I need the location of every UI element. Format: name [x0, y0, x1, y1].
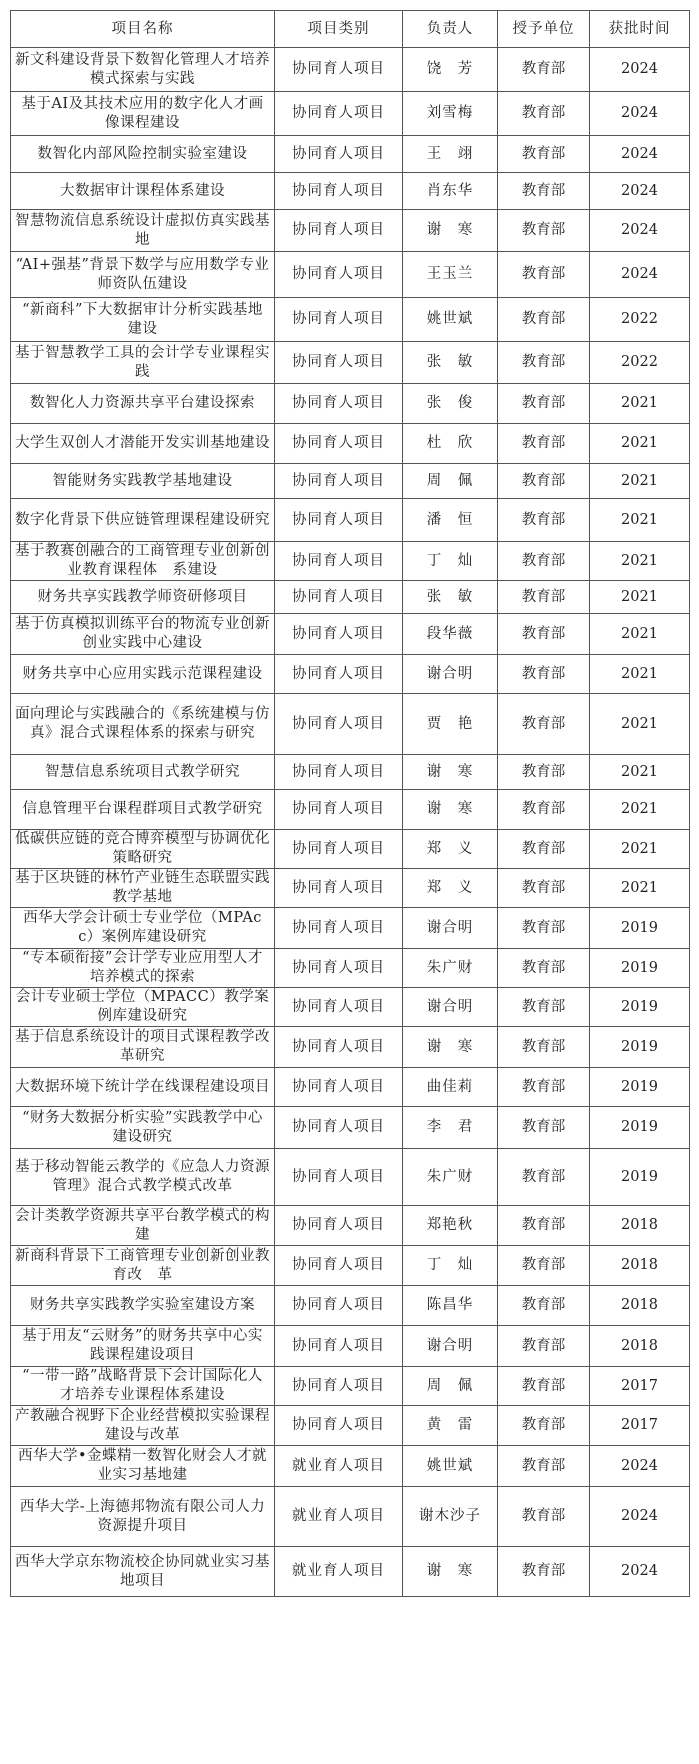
approval-year-cell: 2024: [590, 136, 690, 173]
project-name-cell: 智能财务实践教学基地建设: [11, 464, 275, 499]
table-row: [11, 1547, 690, 1597]
project-name-cell: 新文科建设背景下数智化管理人才培养模式探索与实践: [11, 48, 275, 92]
project-name-cell: 财务共享实践教学师资研修项目: [11, 581, 275, 614]
project-category-cell: 就业育人项目: [275, 1547, 403, 1597]
table-header-row: [11, 11, 690, 48]
approval-year-cell: 2018: [590, 1246, 690, 1286]
granting-unit-cell: 教育部: [498, 92, 590, 136]
project-category-cell: 协同育人项目: [275, 830, 403, 869]
header-project-category: 项目类别: [275, 11, 403, 48]
granting-unit-cell: 教育部: [498, 694, 590, 755]
granting-unit-cell: 教育部: [498, 1547, 590, 1597]
person-in-charge-cell: 郑 义: [403, 869, 498, 908]
granting-unit-cell: 教育部: [498, 542, 590, 581]
project-category-cell: 就业育人项目: [275, 1446, 403, 1487]
project-category-cell: 协同育人项目: [275, 869, 403, 908]
table-row: [11, 136, 690, 173]
granting-unit-cell: 教育部: [498, 1027, 590, 1068]
project-category-cell: 协同育人项目: [275, 1206, 403, 1246]
project-category-cell: 协同育人项目: [275, 298, 403, 342]
granting-unit-cell: 教育部: [498, 1068, 590, 1107]
approval-year-cell: 2021: [590, 755, 690, 790]
project-category-cell: 协同育人项目: [275, 1068, 403, 1107]
project-name-cell: “新商科”下大数据审计分析实践基地建设: [11, 298, 275, 342]
granting-unit-cell: 教育部: [498, 384, 590, 424]
project-name-cell: “专本硕衔接”会计学专业应用型人才培养模式的探索: [11, 949, 275, 988]
granting-unit-cell: 教育部: [498, 464, 590, 499]
project-category-cell: 协同育人项目: [275, 342, 403, 384]
project-category-cell: 协同育人项目: [275, 614, 403, 655]
approval-year-cell: 2024: [590, 92, 690, 136]
project-name-cell: 基于区块链的林竹产业链生态联盟实践教学基地: [11, 869, 275, 908]
person-in-charge-cell: 丁 灿: [403, 1246, 498, 1286]
person-in-charge-cell: 杜 欣: [403, 424, 498, 464]
project-category-cell: 协同育人项目: [275, 92, 403, 136]
project-category-cell: 协同育人项目: [275, 48, 403, 92]
person-in-charge-cell: 段华薇: [403, 614, 498, 655]
person-in-charge-cell: 姚世斌: [403, 1446, 498, 1487]
granting-unit-cell: 教育部: [498, 830, 590, 869]
person-in-charge-cell: 朱广财: [403, 949, 498, 988]
table-row: [11, 1027, 690, 1068]
approval-year-cell: 2019: [590, 949, 690, 988]
table-row: [11, 755, 690, 790]
project-name-cell: 数字化背景下供应链管理课程建设研究: [11, 499, 275, 542]
approval-year-cell: 2019: [590, 908, 690, 949]
person-in-charge-cell: 谢 寒: [403, 790, 498, 830]
table-row: [11, 1206, 690, 1246]
project-category-cell: 协同育人项目: [275, 499, 403, 542]
project-name-cell: 西华大学•金蝶精一数智化财会人才就业实习基地建: [11, 1446, 275, 1487]
person-in-charge-cell: 刘雪梅: [403, 92, 498, 136]
project-name-cell: 产教融合视野下企业经营模拟实验课程建设与改革: [11, 1406, 275, 1446]
table-row: [11, 1286, 690, 1326]
project-category-cell: 协同育人项目: [275, 949, 403, 988]
project-name-cell: 财务共享实践教学实验室建设方案: [11, 1286, 275, 1326]
approval-year-cell: 2021: [590, 869, 690, 908]
approval-year-cell: 2019: [590, 1027, 690, 1068]
person-in-charge-cell: 姚世斌: [403, 298, 498, 342]
project-name-cell: 信息管理平台课程群项目式教学研究: [11, 790, 275, 830]
project-category-cell: 协同育人项目: [275, 581, 403, 614]
project-category-cell: 协同育人项目: [275, 988, 403, 1027]
approval-year-cell: 2022: [590, 298, 690, 342]
approval-year-cell: 2024: [590, 1446, 690, 1487]
table-row: [11, 830, 690, 869]
person-in-charge-cell: 肖东华: [403, 173, 498, 210]
approval-year-cell: 2018: [590, 1206, 690, 1246]
table-row: [11, 1068, 690, 1107]
project-category-cell: 协同育人项目: [275, 1027, 403, 1068]
approval-year-cell: 2022: [590, 342, 690, 384]
project-name-cell: 面向理论与实践融合的《系统建模与仿真》混合式课程体系的探索与研究: [11, 694, 275, 755]
person-in-charge-cell: 谢合明: [403, 908, 498, 949]
table-body: [11, 48, 690, 1597]
person-in-charge-cell: 郑艳秋: [403, 1206, 498, 1246]
person-in-charge-cell: 王 翊: [403, 136, 498, 173]
project-name-cell: 新商科背景下工商管理专业创新创业教育改 革: [11, 1246, 275, 1286]
project-name-cell: “AI+强基”背景下数学与应用数学专业师资队伍建设: [11, 252, 275, 298]
person-in-charge-cell: 谢 寒: [403, 755, 498, 790]
table-row: [11, 1406, 690, 1446]
person-in-charge-cell: 丁 灿: [403, 542, 498, 581]
approval-year-cell: 2017: [590, 1367, 690, 1406]
granting-unit-cell: 教育部: [498, 908, 590, 949]
table-row: [11, 542, 690, 581]
table-row: [11, 464, 690, 499]
project-category-cell: 协同育人项目: [275, 1367, 403, 1406]
approval-year-cell: 2017: [590, 1406, 690, 1446]
project-category-cell: 协同育人项目: [275, 1286, 403, 1326]
granting-unit-cell: 教育部: [498, 1446, 590, 1487]
person-in-charge-cell: 李 君: [403, 1107, 498, 1149]
project-category-cell: 就业育人项目: [275, 1487, 403, 1547]
project-category-cell: 协同育人项目: [275, 1246, 403, 1286]
project-name-cell: 智慧物流信息系统设计虚拟仿真实践基地: [11, 210, 275, 252]
approval-year-cell: 2021: [590, 694, 690, 755]
granting-unit-cell: 教育部: [498, 424, 590, 464]
granting-unit-cell: 教育部: [498, 614, 590, 655]
granting-unit-cell: 教育部: [498, 1326, 590, 1367]
person-in-charge-cell: 谢合明: [403, 1326, 498, 1367]
person-in-charge-cell: 饶 芳: [403, 48, 498, 92]
approval-year-cell: 2021: [590, 790, 690, 830]
table-row: [11, 614, 690, 655]
granting-unit-cell: 教育部: [498, 499, 590, 542]
project-name-cell: 西华大学-上海德邦物流有限公司人力资源提升项目: [11, 1487, 275, 1547]
person-in-charge-cell: 潘 恒: [403, 499, 498, 542]
approval-year-cell: 2019: [590, 1068, 690, 1107]
approval-year-cell: 2019: [590, 1107, 690, 1149]
project-name-cell: 低碳供应链的竞合博弈模型与协调优化策略研究: [11, 830, 275, 869]
granting-unit-cell: 教育部: [498, 581, 590, 614]
project-name-cell: 大学生双创人才潜能开发实训基地建设: [11, 424, 275, 464]
table-row: [11, 298, 690, 342]
project-category-cell: 协同育人项目: [275, 655, 403, 694]
approval-year-cell: 2021: [590, 830, 690, 869]
approval-year-cell: 2018: [590, 1326, 690, 1367]
granting-unit-cell: 教育部: [498, 949, 590, 988]
project-name-cell: 大数据审计课程体系建设: [11, 173, 275, 210]
person-in-charge-cell: 周 佩: [403, 464, 498, 499]
table-row: [11, 1107, 690, 1149]
person-in-charge-cell: 郑 义: [403, 830, 498, 869]
person-in-charge-cell: 谢 寒: [403, 1547, 498, 1597]
project-name-cell: 智慧信息系统项目式教学研究: [11, 755, 275, 790]
table-row: [11, 1446, 690, 1487]
project-name-cell: 西华大学会计硕士专业学位（MPAcc）案例库建设研究: [11, 908, 275, 949]
project-name-cell: 基于智慧教学工具的会计学专业课程实践: [11, 342, 275, 384]
person-in-charge-cell: 谢木沙子: [403, 1487, 498, 1547]
approval-year-cell: 2024: [590, 1547, 690, 1597]
approval-year-cell: 2021: [590, 655, 690, 694]
approval-year-cell: 2019: [590, 988, 690, 1027]
person-in-charge-cell: 谢 寒: [403, 210, 498, 252]
header-approval-year: 获批时间: [590, 11, 690, 48]
project-category-cell: 协同育人项目: [275, 1107, 403, 1149]
person-in-charge-cell: 黄 雷: [403, 1406, 498, 1446]
project-name-cell: 基于仿真模拟训练平台的物流专业创新创业实践中心建设: [11, 614, 275, 655]
header-granting-unit: 授予单位: [498, 11, 590, 48]
granting-unit-cell: 教育部: [498, 1286, 590, 1326]
project-name-cell: 基于移动智能云教学的《应急人力资源管理》混合式教学模式改革: [11, 1149, 275, 1206]
project-table: [10, 10, 690, 1597]
project-name-cell: 会计类教学资源共享平台教学模式的构建: [11, 1206, 275, 1246]
project-name-cell: 大数据环境下统计学在线课程建设项目: [11, 1068, 275, 1107]
approval-year-cell: 2024: [590, 173, 690, 210]
project-category-cell: 协同育人项目: [275, 210, 403, 252]
project-category-cell: 协同育人项目: [275, 1326, 403, 1367]
approval-year-cell: 2024: [590, 1487, 690, 1547]
header-project-name: 项目名称: [11, 11, 275, 48]
table-row: [11, 581, 690, 614]
project-name-cell: “一带一路”战略背景下会计国际化人才培养专业课程体系建设: [11, 1367, 275, 1406]
project-name-cell: 基于信息系统设计的项目式课程教学改革研究: [11, 1027, 275, 1068]
project-name-cell: 数智化人力资源共享平台建设探索: [11, 384, 275, 424]
granting-unit-cell: 教育部: [498, 790, 590, 830]
project-category-cell: 协同育人项目: [275, 136, 403, 173]
table-row: [11, 92, 690, 136]
project-category-cell: 协同育人项目: [275, 173, 403, 210]
person-in-charge-cell: 朱广财: [403, 1149, 498, 1206]
person-in-charge-cell: 王玉兰: [403, 252, 498, 298]
project-category-cell: 协同育人项目: [275, 694, 403, 755]
table-row: [11, 384, 690, 424]
table-row: [11, 1326, 690, 1367]
approval-year-cell: 2021: [590, 614, 690, 655]
granting-unit-cell: 教育部: [498, 210, 590, 252]
project-category-cell: 协同育人项目: [275, 384, 403, 424]
project-name-cell: 基于AI及其技术应用的数字化人才画像课程建设: [11, 92, 275, 136]
table-row: [11, 499, 690, 542]
approval-year-cell: 2021: [590, 424, 690, 464]
granting-unit-cell: 教育部: [498, 1367, 590, 1406]
project-category-cell: 协同育人项目: [275, 1406, 403, 1446]
granting-unit-cell: 教育部: [498, 1107, 590, 1149]
person-in-charge-cell: 陈昌华: [403, 1286, 498, 1326]
person-in-charge-cell: 张 俊: [403, 384, 498, 424]
granting-unit-cell: 教育部: [498, 48, 590, 92]
person-in-charge-cell: 谢合明: [403, 655, 498, 694]
project-name-cell: 财务共享中心应用实践示范课程建设: [11, 655, 275, 694]
table-row: [11, 1246, 690, 1286]
approval-year-cell: 2021: [590, 384, 690, 424]
granting-unit-cell: 教育部: [498, 1487, 590, 1547]
table-row: [11, 48, 690, 92]
approval-year-cell: 2024: [590, 252, 690, 298]
person-in-charge-cell: 谢合明: [403, 988, 498, 1027]
granting-unit-cell: 教育部: [498, 252, 590, 298]
project-category-cell: 协同育人项目: [275, 755, 403, 790]
project-category-cell: 协同育人项目: [275, 464, 403, 499]
person-in-charge-cell: 周 佩: [403, 1367, 498, 1406]
approval-year-cell: 2021: [590, 581, 690, 614]
table-row: [11, 424, 690, 464]
granting-unit-cell: 教育部: [498, 298, 590, 342]
table-row: [11, 210, 690, 252]
granting-unit-cell: 教育部: [498, 1246, 590, 1286]
table-row: [11, 252, 690, 298]
granting-unit-cell: 教育部: [498, 1406, 590, 1446]
approval-year-cell: 2021: [590, 499, 690, 542]
table-row: [11, 1487, 690, 1547]
project-category-cell: 协同育人项目: [275, 790, 403, 830]
granting-unit-cell: 教育部: [498, 342, 590, 384]
project-category-cell: 协同育人项目: [275, 252, 403, 298]
approval-year-cell: 2019: [590, 1149, 690, 1206]
table-row: [11, 1149, 690, 1206]
table-row: [11, 342, 690, 384]
table-row: [11, 655, 690, 694]
granting-unit-cell: 教育部: [498, 1149, 590, 1206]
project-name-cell: 基于用友“云财务”的财务共享中心实践课程建设项目: [11, 1326, 275, 1367]
granting-unit-cell: 教育部: [498, 655, 590, 694]
person-in-charge-cell: 谢 寒: [403, 1027, 498, 1068]
approval-year-cell: 2021: [590, 464, 690, 499]
project-name-cell: “财务大数据分析实验”实践教学中心建设研究: [11, 1107, 275, 1149]
table-row: [11, 988, 690, 1027]
granting-unit-cell: 教育部: [498, 755, 590, 790]
table-row: [11, 949, 690, 988]
project-category-cell: 协同育人项目: [275, 424, 403, 464]
table-row: [11, 173, 690, 210]
person-in-charge-cell: 贾 艳: [403, 694, 498, 755]
header-person-in-charge: 负责人: [403, 11, 498, 48]
project-name-cell: 数智化内部风险控制实验室建设: [11, 136, 275, 173]
granting-unit-cell: 教育部: [498, 173, 590, 210]
table-row: [11, 1367, 690, 1406]
table-row: [11, 908, 690, 949]
table-row: [11, 790, 690, 830]
project-category-cell: 协同育人项目: [275, 542, 403, 581]
project-name-cell: 基于教赛创融合的工商管理专业创新创业教育课程体 系建设: [11, 542, 275, 581]
table-row: [11, 694, 690, 755]
person-in-charge-cell: 张 敏: [403, 581, 498, 614]
granting-unit-cell: 教育部: [498, 136, 590, 173]
person-in-charge-cell: 张 敏: [403, 342, 498, 384]
table-row: [11, 869, 690, 908]
project-name-cell: 会计专业硕士学位（MPACC）教学案例库建设研究: [11, 988, 275, 1027]
project-name-cell: 西华大学京东物流校企协同就业实习基地项目: [11, 1547, 275, 1597]
approval-year-cell: 2018: [590, 1286, 690, 1326]
approval-year-cell: 2021: [590, 542, 690, 581]
approval-year-cell: 2024: [590, 48, 690, 92]
approval-year-cell: 2024: [590, 210, 690, 252]
granting-unit-cell: 教育部: [498, 1206, 590, 1246]
granting-unit-cell: 教育部: [498, 869, 590, 908]
granting-unit-cell: 教育部: [498, 988, 590, 1027]
project-category-cell: 协同育人项目: [275, 1149, 403, 1206]
person-in-charge-cell: 曲佳莉: [403, 1068, 498, 1107]
project-category-cell: 协同育人项目: [275, 908, 403, 949]
